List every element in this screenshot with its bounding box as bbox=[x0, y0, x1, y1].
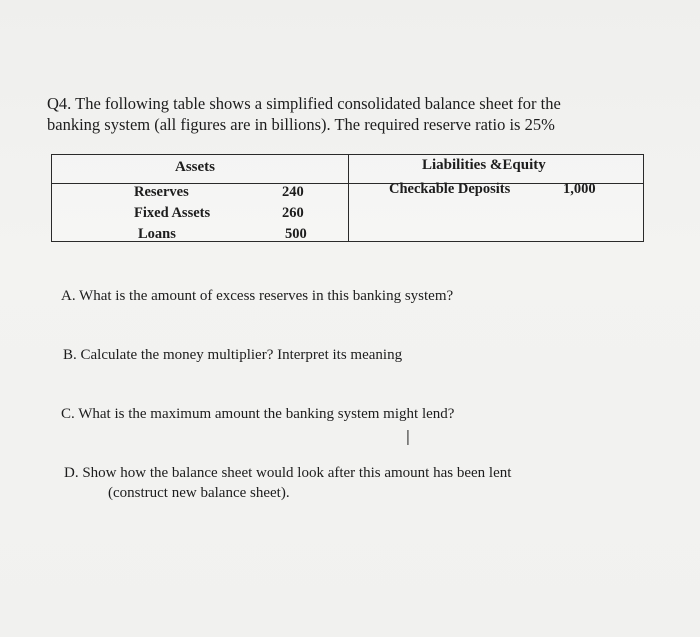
part-d-text bbox=[64, 463, 511, 503]
liability-value-checkable-deposits: 1,000 bbox=[563, 181, 596, 197]
part-d-line-1: D. Show how the balance sheet would look after this amount has been lent bbox=[64, 465, 512, 481]
asset-label-reserves: Reserves bbox=[134, 184, 189, 200]
part-b-text: B. Calculate the money multiplier? Interpret its meaning bbox=[63, 347, 403, 363]
asset-label-loans: Loans bbox=[138, 226, 176, 242]
assets-header: Assets bbox=[175, 159, 215, 175]
table-divider-vertical bbox=[348, 155, 349, 241]
liability-label-checkable-deposits: Checkable Deposits bbox=[389, 181, 511, 197]
part-a-text: A. What is the amount of excess reserves in this banking system? bbox=[61, 288, 454, 304]
asset-value-reserves: 240 bbox=[282, 184, 304, 200]
balance-sheet-table bbox=[51, 154, 644, 242]
asset-value-loans: 500 bbox=[285, 226, 307, 242]
part-d-line-2: (construct new balance sheet). bbox=[108, 485, 290, 501]
part-c-text: C. What is the maximum amount the banking system might lend? bbox=[61, 406, 455, 422]
question-line-2: banking system (all figures are in billions). The required reserve ratio is 25% bbox=[47, 115, 555, 134]
question-text bbox=[47, 93, 647, 135]
question-line-1: Q4. The following table shows a simplified consolidated balance sheet for the bbox=[47, 94, 561, 113]
text-cursor-icon: I bbox=[405, 426, 411, 450]
asset-label-fixed-assets: Fixed Assets bbox=[134, 205, 211, 221]
liabilities-header: Liabilities &Equity bbox=[422, 157, 546, 173]
asset-value-fixed-assets: 260 bbox=[282, 205, 304, 221]
